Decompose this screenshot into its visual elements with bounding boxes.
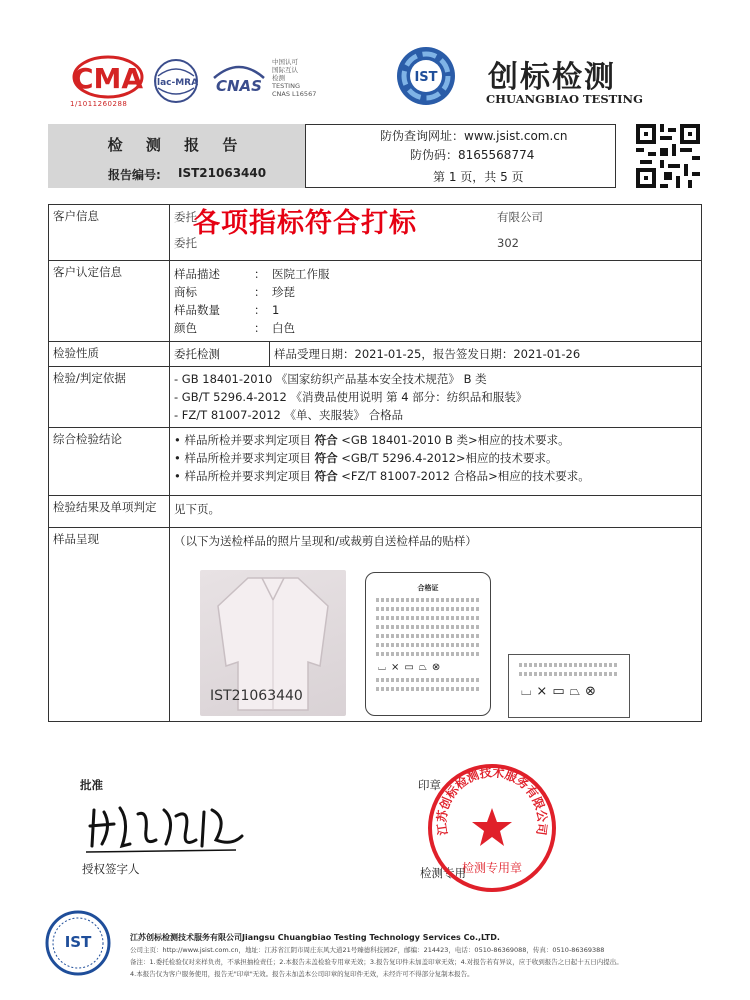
field-key: 商标 xyxy=(174,285,197,299)
wash-icon: ⌴ xyxy=(378,662,386,673)
brand-name-cn: 创标检测 xyxy=(488,60,616,95)
official-seal xyxy=(426,762,558,894)
results-label: 检验结果及单项判定 xyxy=(49,496,170,528)
signature xyxy=(86,800,246,855)
conclusion-label: 综合检验结论 xyxy=(49,428,170,496)
cnas-accreditation-text xyxy=(272,58,332,98)
brand-name-en: CHUANGBIAO TESTING xyxy=(486,92,643,106)
footer-line: 公司主页：http://www.jsist.com.cn，地址：江苏省江阴市周庄东风大道21号臻德科技园2F，邮编：214423，电话：0510-86369088，传真：0510-86369388 xyxy=(130,946,605,954)
field-sep: ： xyxy=(254,303,266,317)
care-symbols xyxy=(378,662,480,673)
card-text-line xyxy=(519,663,619,667)
row-basis xyxy=(49,367,702,428)
client-address-prefix: 委托 xyxy=(174,236,197,250)
conclusion-prefix: • 样品所检并要求判定项目 xyxy=(174,451,311,465)
card-text-line xyxy=(376,598,480,602)
ist-logo xyxy=(395,45,457,107)
report-no-label: 报告编号: xyxy=(108,168,161,182)
conclusion-item xyxy=(174,449,697,467)
ist-footer-logo xyxy=(45,910,111,976)
field-key: 样品描述 xyxy=(174,267,220,281)
card-text-line xyxy=(376,678,480,682)
nature-row xyxy=(170,342,701,366)
field-value: 1 xyxy=(272,303,280,317)
basis-label: 检验/判定依据 xyxy=(49,367,170,428)
cnas-line: 国际互认 xyxy=(272,66,298,74)
cnas-logo xyxy=(208,58,270,104)
card-text-line xyxy=(519,672,619,676)
conclusion-text: <FZ/T 81007-2012 合格品>相应的技术要求。 xyxy=(341,469,590,483)
signer-label: 授权签字人 xyxy=(82,862,140,876)
basis-item: - GB 18401-2010 《国家纺织产品基本安全技术规范》 B 类 xyxy=(174,372,487,386)
results-value: 见下页。 xyxy=(170,496,702,528)
cnas-line: 检测 xyxy=(272,74,285,82)
field-sep: ： xyxy=(254,321,266,335)
card-text-line xyxy=(376,607,480,611)
care-symbols xyxy=(521,684,619,699)
conclusion-text: <GB/T 5296.4-2012>相应的技术要求。 xyxy=(341,451,558,465)
field-sep: ： xyxy=(254,285,266,299)
client-name-prefix: 委托 xyxy=(174,210,197,224)
row-results xyxy=(49,496,702,528)
cnas-line: CNAS L16567 xyxy=(272,90,317,98)
iron-icon: ⏢ xyxy=(569,684,581,699)
no-bleach-icon: ⨯ xyxy=(391,662,400,673)
footer-line: 备注：1.委托检验仅对来样负责，不承担抽检责任；2.本报告未盖检验专用章无效；3.报告复印件未加盖印章无效；4.对报告若有异议，应于收到报告之日起十五日内提出。 xyxy=(130,958,623,966)
client-address-tail: 302 xyxy=(497,236,519,250)
card-text-line xyxy=(376,652,480,656)
seal-label-2: 检测专用 xyxy=(420,866,466,880)
nature-value xyxy=(170,342,702,367)
row-conclusion xyxy=(49,428,702,496)
client-confirmed-value xyxy=(170,261,702,342)
field-value: 医院工作服 xyxy=(272,267,330,281)
trademark-row xyxy=(174,283,697,301)
card-text-line xyxy=(376,616,480,620)
seal-label: 印章 xyxy=(418,778,441,792)
card-text-line xyxy=(376,625,480,629)
color-row xyxy=(174,319,697,337)
wash-icon: ⌴ xyxy=(521,684,532,699)
row-nature xyxy=(49,342,702,367)
svg-text:ilac-MRA: ilac-MRA xyxy=(153,78,199,88)
svg-text:CNAS: CNAS xyxy=(216,77,262,95)
conclusion-item xyxy=(174,467,697,485)
field-key: 样品数量 xyxy=(174,303,220,317)
cnas-line: 中国认可 xyxy=(272,58,298,66)
photo-sample-id: IST21063440 xyxy=(210,688,303,704)
conclusion-verdict: 符合 xyxy=(314,451,338,465)
dry-icon: ▭ xyxy=(552,684,565,699)
sample-label: 样品呈现 xyxy=(49,528,170,722)
conclusion-item xyxy=(174,431,697,449)
care-label-card xyxy=(508,654,630,718)
query-site: 防伪查询网址：www.jsist.com.cn xyxy=(380,129,568,143)
page-info: 第 1 页，共 5 页 xyxy=(433,170,524,184)
sample-note: （以下为送检样品的照片呈现和/或裁剪自送检样品的贴样） xyxy=(174,534,477,548)
cnas-line: TESTING xyxy=(272,82,300,90)
seal-bottom-text: 检测专用章 xyxy=(461,861,523,875)
cma-logo xyxy=(72,55,144,105)
client-info-label: 客户信息 xyxy=(49,205,170,261)
report-no: IST21063440 xyxy=(178,166,267,180)
anti-fake-code: 防伪码：8165568774 xyxy=(410,148,535,162)
cma-number: 1/1011260288 xyxy=(70,100,128,108)
footer-line: 4.本报告仅为客户服务使用，报告无"印章"无效。报告未加盖本公司印章的复印件无效，未经许可不得部分复制本报告。 xyxy=(130,970,474,978)
sample-desc-row xyxy=(174,265,697,283)
quantity-row xyxy=(174,301,697,319)
basis-item: - GB/T 5296.4-2012 《消费品使用说明 第 4 部分：纺织品和服装》 xyxy=(174,390,528,404)
row-client-confirmed xyxy=(49,261,702,342)
certificate-label-card xyxy=(365,572,491,716)
field-value: 珍琵 xyxy=(272,285,295,299)
nature-label: 检验性质 xyxy=(49,342,170,367)
basis-value xyxy=(170,367,702,428)
footer-company: 江苏创标检测技术服务有限公司Jiangsu Chuangbiao Testing Technology Services Co.,LTD. xyxy=(130,933,500,942)
dry-icon: ▭ xyxy=(404,662,414,673)
conclusion-prefix: • 样品所检并要求判定项目 xyxy=(174,469,311,483)
seal-ring-text: 江苏创标检测技术服务有限公司 xyxy=(434,765,550,837)
no-dryclean-icon: ⊗ xyxy=(585,684,596,699)
card-text-line xyxy=(376,643,480,647)
card-title: 合格证 xyxy=(417,584,439,592)
conclusion-verdict: 符合 xyxy=(314,469,338,483)
overlay-banner: 各项指标符合打标 xyxy=(193,208,417,239)
client-confirmed-label: 客户认定信息 xyxy=(49,261,170,342)
ilac-mra-logo xyxy=(150,58,202,104)
conclusion-verdict: 符合 xyxy=(314,433,338,447)
iron-icon: ⏢ xyxy=(418,662,427,673)
conclusion-text: <GB 18401-2010 B 类>相应的技术要求。 xyxy=(341,433,570,447)
nature-dates: 样品受理日期：2021-01-25，报告签发日期：2021-01-26 xyxy=(274,347,581,361)
approve-label: 批准 xyxy=(80,778,103,792)
conclusion-prefix: • 样品所检并要求判定项目 xyxy=(174,433,311,447)
field-sep: ： xyxy=(254,267,266,281)
nature-type: 委托检测 xyxy=(170,342,270,366)
svg-text:IST: IST xyxy=(414,70,438,85)
no-dryclean-icon: ⊗ xyxy=(431,662,441,673)
svg-text:CMA: CMA xyxy=(72,62,144,95)
field-key: 颜色 xyxy=(174,321,197,335)
card-text-line xyxy=(376,687,480,691)
no-bleach-icon: ⨯ xyxy=(536,684,548,699)
conclusion-value xyxy=(170,428,702,496)
svg-text:IST: IST xyxy=(64,933,92,951)
qr-code[interactable] xyxy=(636,124,700,188)
report-title: 检 测 报 告 xyxy=(107,136,247,154)
card-text-line xyxy=(376,634,480,638)
field-value: 白色 xyxy=(272,321,295,335)
client-name-tail: 有限公司 xyxy=(497,210,543,224)
basis-item: - FZ/T 81007-2012 《单、夹服装》 合格品 xyxy=(174,408,404,422)
